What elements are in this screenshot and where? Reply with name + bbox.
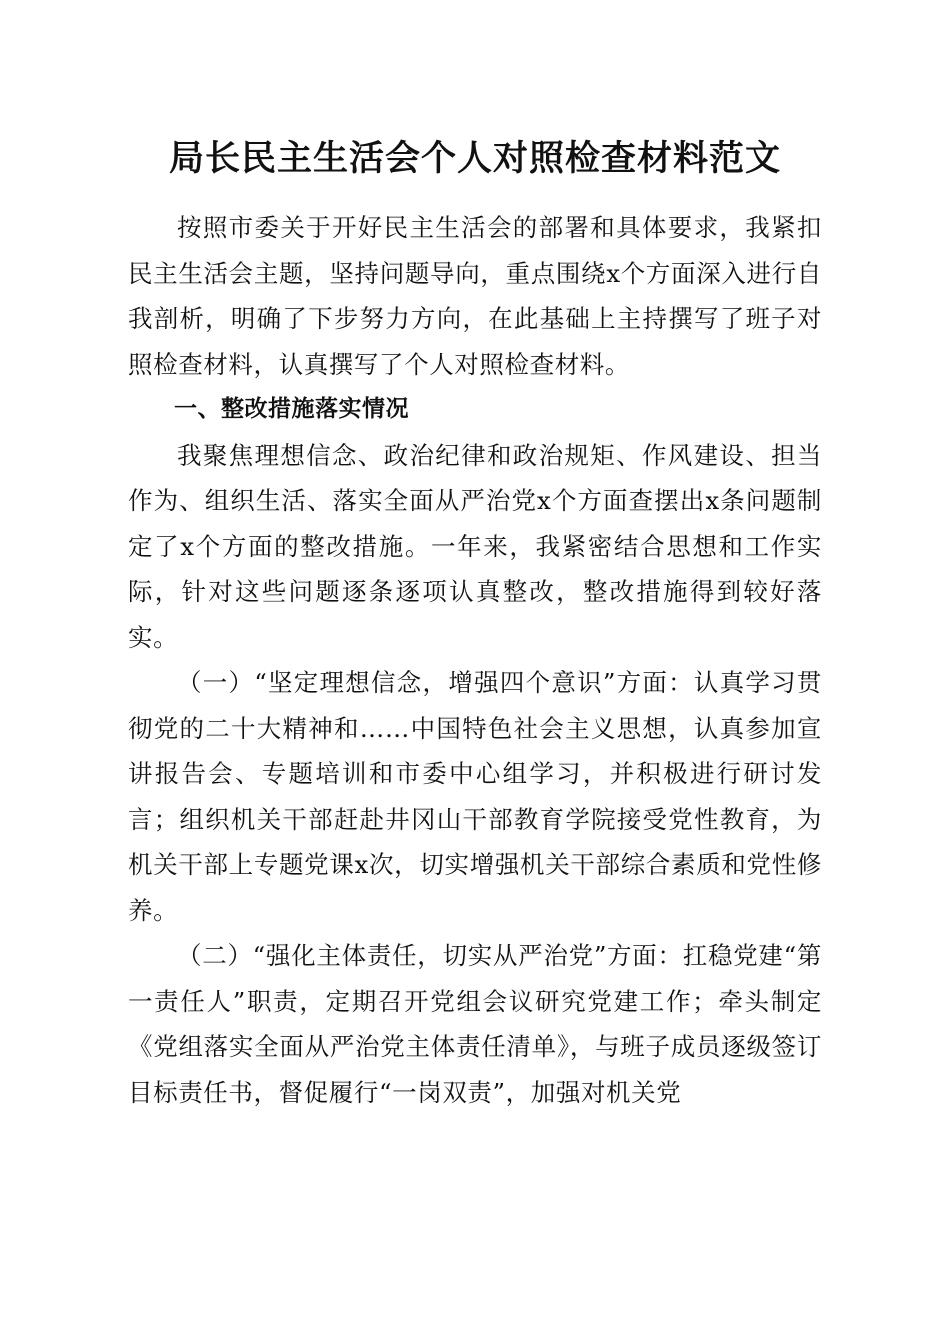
document-title: 局长民主生活会个人对照检查材料范文 <box>168 138 781 179</box>
subsection-paragraph: （一）“坚定理想信念，增强四个意识”方面：认真学习贯彻党的二十大精神和……中国特色社会主义思想，认真参加宣讲报告会、专题培训和市委中心组学习，并积极进行研讨发言；组织机关干部赶赴井冈山干部教育学院接受党性教育，为机关干部上专题党课x次，切实增强机关干部综合素质和党性修养。 <box>128 668 822 925</box>
intro-paragraph: 按照市委关于开好民主生活会的部署和具体要求，我紧扣民主生活会主题，坚持问题导向，重点围绕x个方面深入进行自我剖析，明确了下步努力方向，在此基础上主持撰写了班子对照检查材料，认真撰写了个人对照检查材料。 <box>128 213 822 379</box>
section-heading: 一、整改措施落实情况 <box>174 396 409 422</box>
subsection-paragraph: （二）“强化主体责任，切实从严治党”方面：扛稳党建“第一责任人”职责，定期召开党组会议研究党建工作；牵头制定《党组落实全面从严治党主体责任清单》，与班子成员逐级签订目标责任书，督促履行“一岗双责”，加强对机关党 <box>128 941 822 1107</box>
document-body <box>128 205 822 1115</box>
body-paragraph: 我聚焦理想信念、政治纪律和政治规矩、作风建设、担当作为、组织生活、落实全面从严治党x个方面查摆出x条问题制定了x个方面的整改措施。一年来，我紧密结合思想和工作实际，针对这些问题逐条逐项认真整改，整改措施得到较好落实。 <box>128 440 822 652</box>
